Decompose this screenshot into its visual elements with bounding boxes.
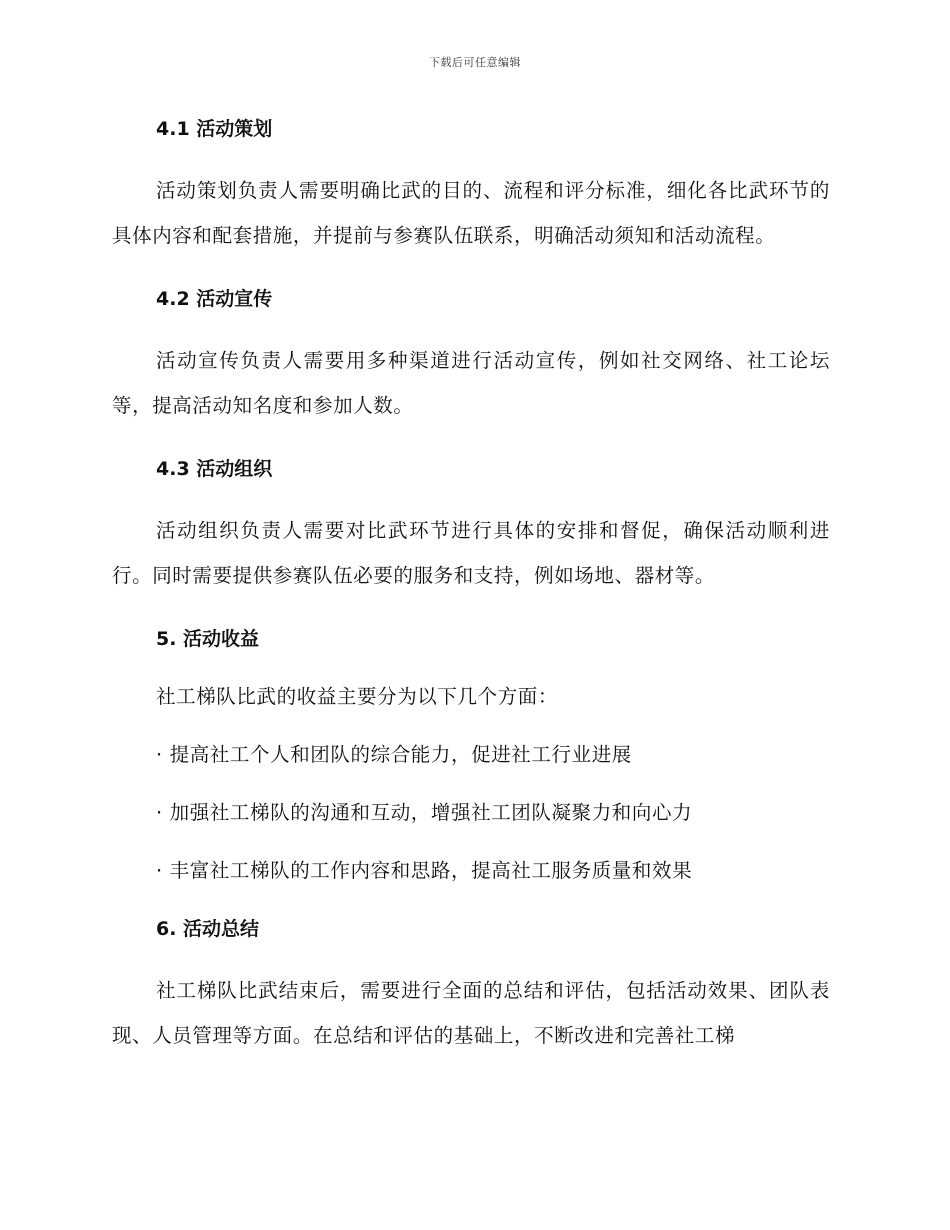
section-intro-5: 社工梯队比武的收益主要分为以下几个方面：	[156, 685, 559, 708]
document-body	[112, 112, 830, 1058]
bullet-item: · 加强社工梯队的沟通和互动，增强社工团队凝聚力和向心力	[156, 801, 693, 824]
section-heading-4-3: 4.3 活动组织	[156, 458, 273, 480]
section-heading-4-2: 4.2 活动宣传	[156, 288, 273, 310]
section-heading-6: 6. 活动总结	[156, 918, 260, 940]
section-heading-4-1: 4.1 活动策划	[156, 118, 273, 140]
section-paragraph-4-2: 活动宣传负责人需要用多种渠道进行活动宣传，例如社交网络、社工论坛等，提高活动知名度和参加人数。	[112, 349, 830, 417]
bullet-item: · 丰富社工梯队的工作内容和思路，提高社工服务质量和效果	[156, 859, 693, 882]
section-heading-5: 5. 活动收益	[156, 628, 260, 650]
section-paragraph-6: 社工梯队比武结束后，需要进行全面的总结和评估，包括活动效果、团队表现、人员管理等方面。在总结和评估的基础上，不断改进和完善社工梯	[112, 979, 830, 1047]
bullet-item: · 提高社工个人和团队的综合能力，促进社工行业进展	[156, 743, 632, 766]
section-paragraph-4-1: 活动策划负责人需要明确比武的目的、流程和评分标准，细化各比武环节的具体内容和配套措施，并提前与参赛队伍联系，明确活动须知和活动流程。	[112, 179, 830, 247]
section-paragraph-4-3: 活动组织负责人需要对比武环节进行具体的安排和督促，确保活动顺利进行。同时需要提供参赛队伍必要的服务和支持，例如场地、器材等。	[112, 519, 830, 587]
header-note: 下载后可任意编辑	[429, 56, 521, 69]
